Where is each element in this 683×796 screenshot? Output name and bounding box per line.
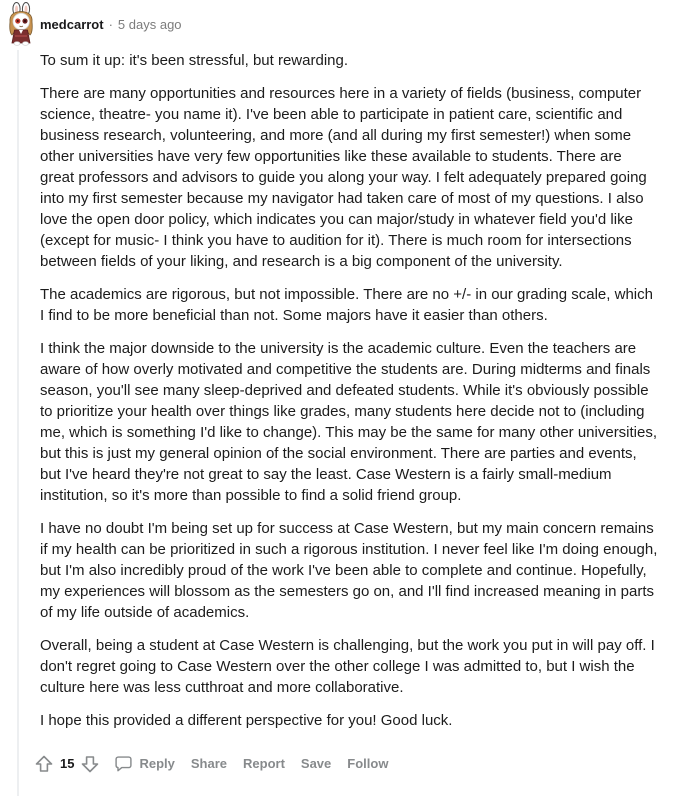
comment-paragraph: I think the major downside to the university is the academic culture. Even the teachers are aware of how overly motivated and competitive the students are. During midterms and finals season, you'll see many sleep-deprived and defeated students. While it's obviously possible to prioritize your health over things like grades, many students here decide not to (including me, which is something I'd like to change). This may be the same for many other universities, but this is just my general opinion of the social environment. There are parties and events, but I've heard they're not great to say the least. Case Western is a fairly small-medium institution, so it's more than possible to find a solid friend group. <box>40 340 658 504</box>
vote-score: 15 <box>60 756 75 771</box>
comment-header <box>6 2 182 46</box>
user-avatar[interactable] <box>6 2 36 46</box>
meta-separator: · <box>108 16 113 32</box>
comment-author[interactable]: medcarrot <box>40 16 104 32</box>
rabbit-avatar-icon <box>6 2 36 46</box>
follow-button[interactable]: Follow <box>343 752 392 775</box>
comment-paragraph: I have no doubt I'm being set up for success at Case Western, but my main concern remains if my health can be prioritized in such a rigorous institution. I never feel like I'm doing enough, but I'm also incredibly proud of the work I've been able to complete and continue. Hopefully, my experiences will blossom as the semesters go on, and I'll find increased meaning in parts of my life outside of academics. <box>40 520 658 621</box>
comment-paragraph: The academics are rigorous, but not impossible. There are no +/- in our grading scale, which I find to be more beneficial than not. Some majors have it easier than others. <box>40 286 653 324</box>
comment-paragraph: There are many opportunities and resources here in a variety of fields (business, computer science, theatre- you name it). I've been able to participate in patient care, scientific and business research, volunteering, and more (and all during my first semester!) when some other universities have very few opportunities like these available to students. There are great professors and advisors to guide you along your way. I felt adequately prepared going into my first semester because my navigator had taken care of most of my questions. I also love the open door policy, which indicates you can major/study in whatever field you'd like (except for music- I think you have to audition for it). There is much room for intersections between fields of your liking, and research is a big component of the university. <box>40 85 647 270</box>
collapse-thread-line[interactable] <box>17 50 19 796</box>
save-button[interactable]: Save <box>297 752 335 775</box>
upvote-arrow-icon <box>34 754 54 774</box>
downvote-button[interactable] <box>78 752 102 776</box>
share-button[interactable]: Share <box>187 752 231 775</box>
comment-timestamp[interactable]: 5 days ago <box>117 16 182 32</box>
reply-label: Reply <box>139 756 175 771</box>
comment-action-bar <box>32 750 392 777</box>
comment-paragraph: To sum it up: it's been stressful, but rewarding. <box>40 52 349 69</box>
comment-paragraph: I hope this provided a different perspective for you! Good luck. <box>40 712 453 729</box>
upvote-button[interactable] <box>32 752 56 776</box>
comment-paragraph: Overall, being a student at Case Western is challenging, but the work you put in will pay off. I don't regret going to Case Western over the other college I was admitted to, but I wish the culture here was less cutthroat and more collaborative. <box>40 637 655 696</box>
comment-bubble-icon <box>114 754 133 773</box>
comment-body <box>40 50 658 743</box>
report-button[interactable]: Report <box>239 752 289 775</box>
downvote-arrow-icon <box>80 754 100 774</box>
reply-button[interactable] <box>110 750 178 777</box>
